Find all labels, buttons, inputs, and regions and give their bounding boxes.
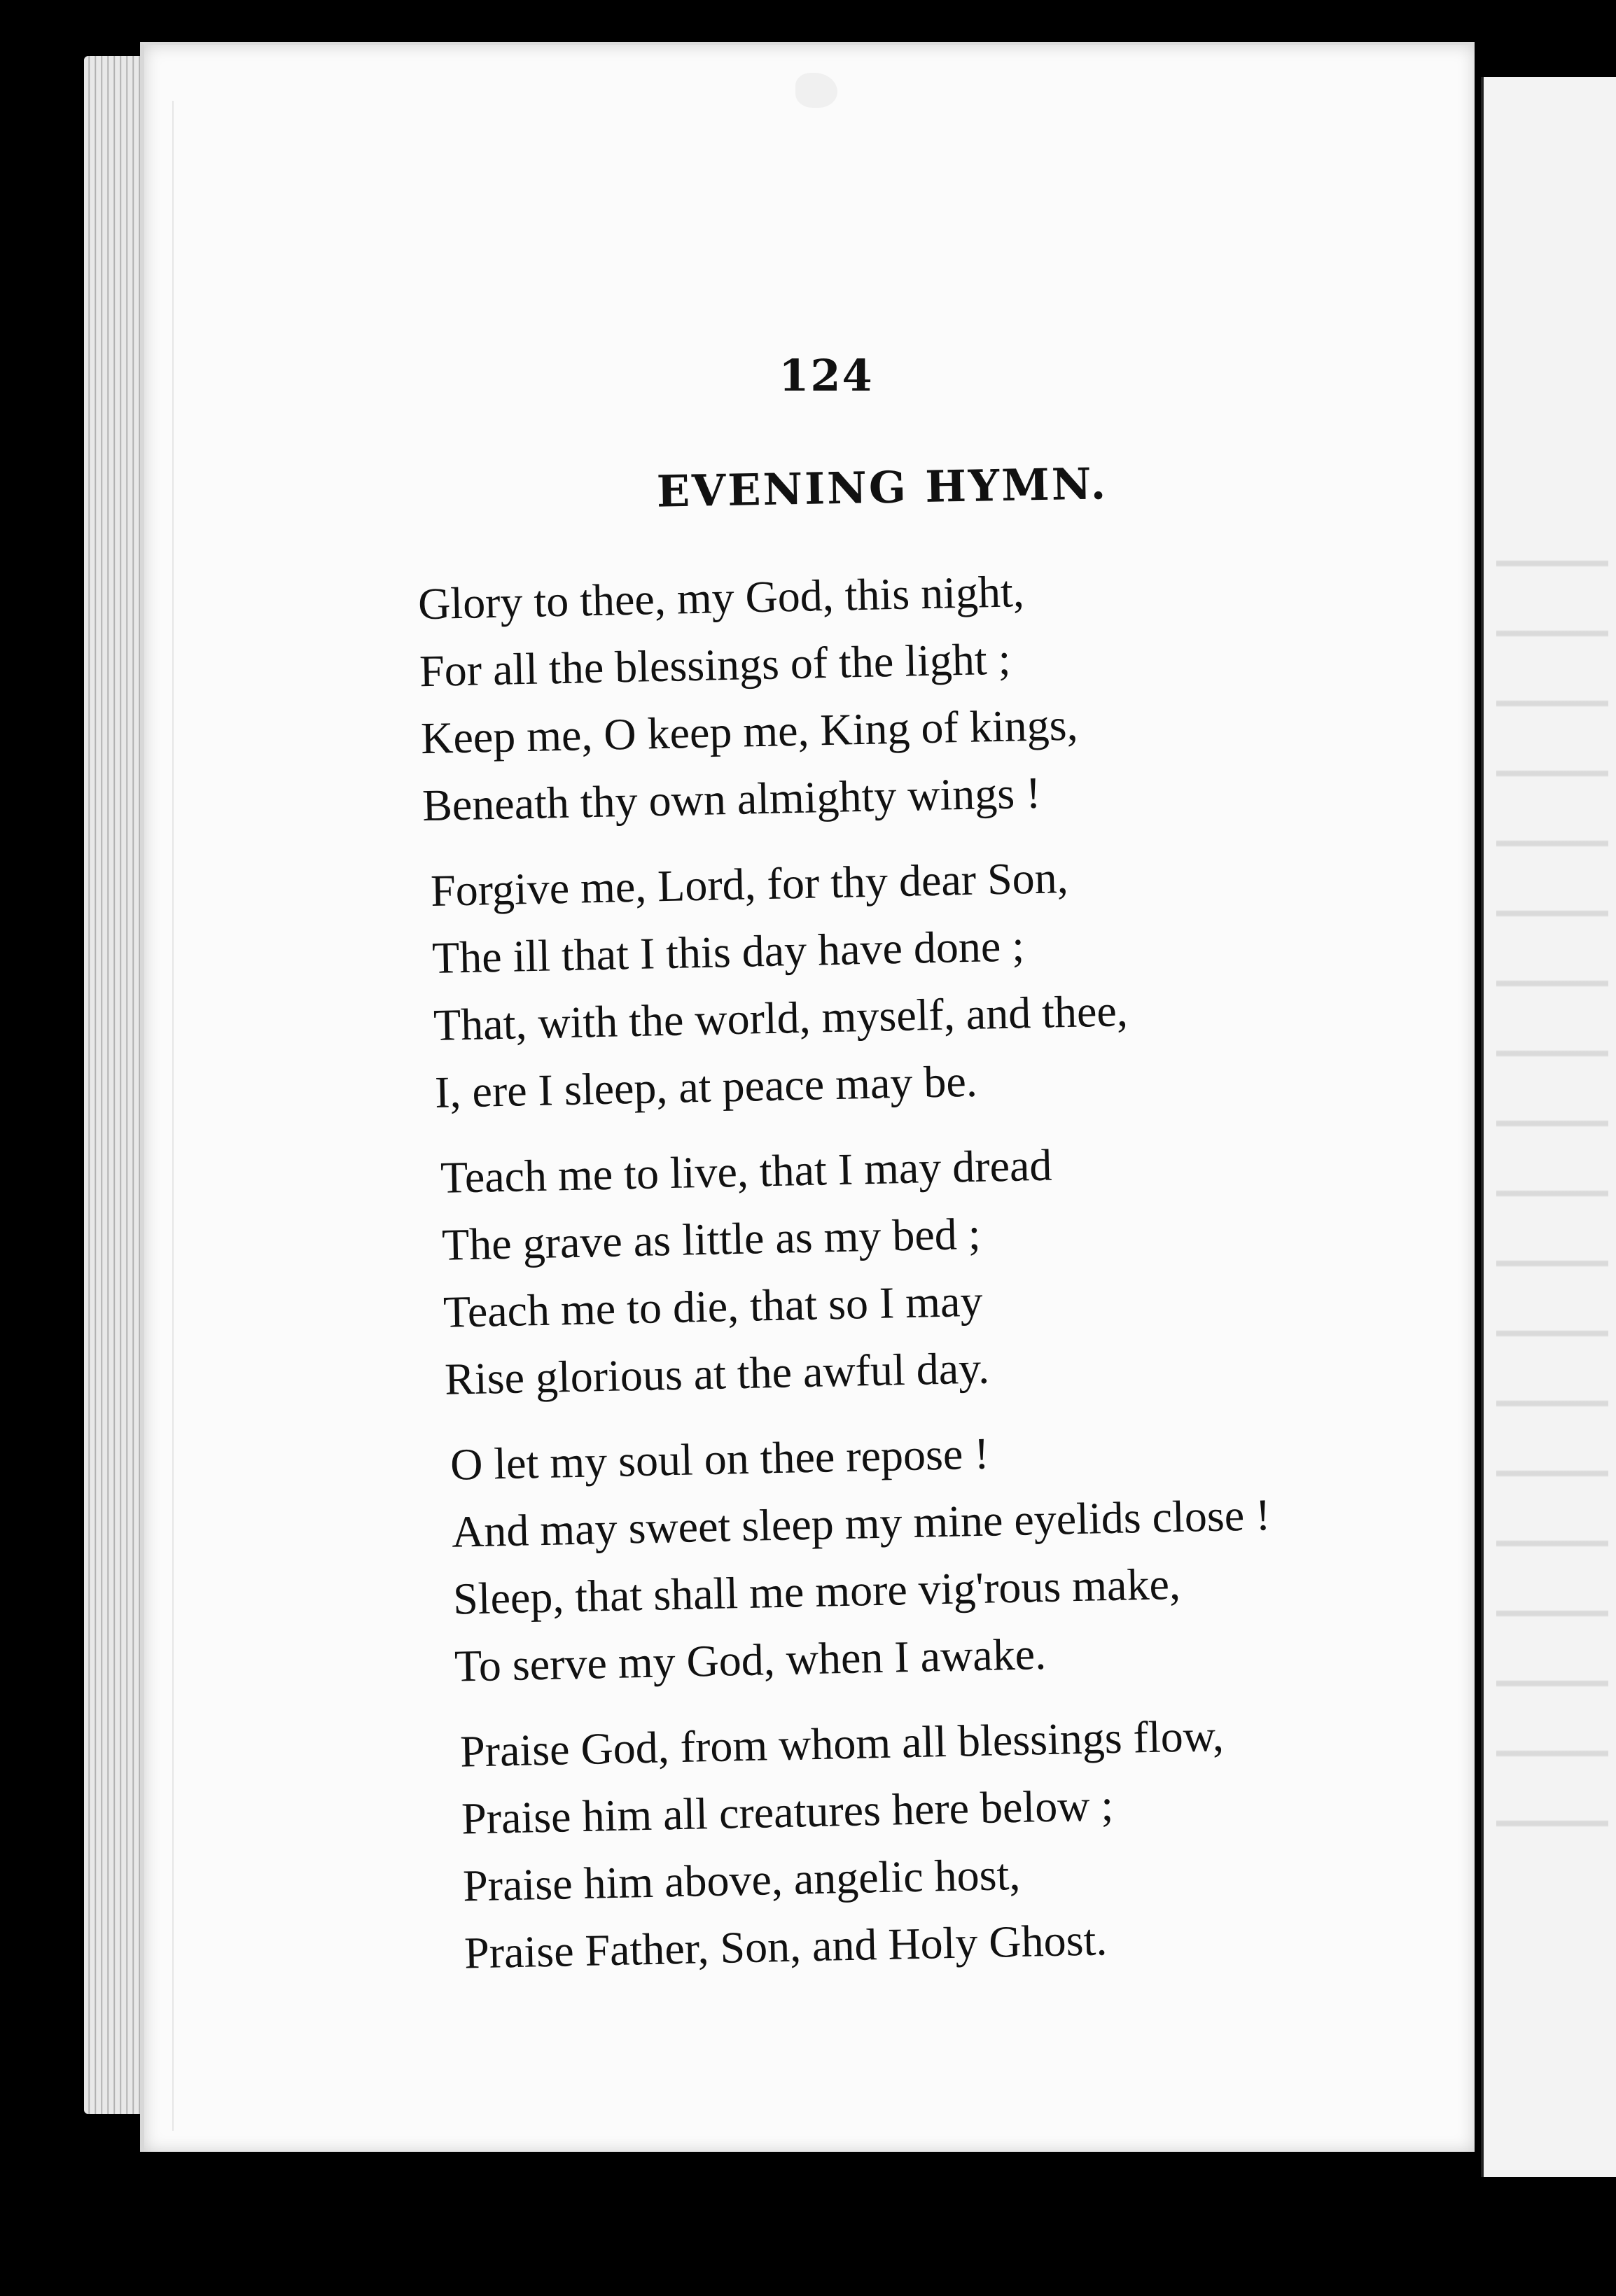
verse-line: Keep me, O keep me, King of kings, xyxy=(420,699,1079,764)
verse-line: Praise him above, angelic host, xyxy=(462,1849,1021,1911)
verse-line: For all the blessings of the light ; xyxy=(419,634,1012,696)
verse-line: That, with the world, myself, and thee, xyxy=(433,986,1129,1050)
paper-tear xyxy=(795,73,837,108)
stanza-4 xyxy=(450,1410,1438,1700)
page-number: 124 xyxy=(779,350,874,401)
verse-line: I, ere I sleep, at peace may be. xyxy=(434,1056,978,1117)
verse-line: Praise God, from whom all blessings flow, xyxy=(459,1710,1225,1777)
verse-line: Sleep, that shall me more vig'rous make, xyxy=(452,1558,1181,1624)
bleed-through-text xyxy=(1496,511,1608,1841)
verse-line: The grave as little as my bed ; xyxy=(441,1208,982,1270)
verse-line: Teach me to live, that I may dread xyxy=(440,1140,1053,1203)
verse-line: Teach me to die, that so I may xyxy=(443,1275,984,1337)
verse-line: Praise him all creatures here below ; xyxy=(461,1780,1114,1844)
hymn-verses xyxy=(417,560,1435,1995)
verse-line: And may sweet sleep my mine eyelids close ! xyxy=(451,1490,1272,1557)
verse-line: Forgive me, Lord, for thy dear Son, xyxy=(430,852,1069,916)
stanza-2 xyxy=(430,836,1438,1126)
verse-line: Rise glorious at the awful day. xyxy=(444,1343,990,1404)
verse-line: Beneath thy own almighty wings ! xyxy=(422,767,1042,831)
verse-line: O let my soul on thee repose ! xyxy=(450,1428,990,1490)
verse-line: To serve my God, when I awake. xyxy=(454,1628,1047,1691)
verse-line: Praise Father, Son, and Holy Ghost. xyxy=(464,1914,1108,1978)
stanza-1 xyxy=(417,550,1438,839)
stanza-5 xyxy=(459,1698,1438,1987)
verse-line: Glory to thee, my God, this night, xyxy=(417,566,1025,629)
facing-page xyxy=(1481,77,1616,2177)
stanza-3 xyxy=(440,1124,1438,1413)
verse-line: The ill that I this day have done ; xyxy=(431,920,1025,983)
hymn-title: EVENING HYMN. xyxy=(656,458,1108,517)
